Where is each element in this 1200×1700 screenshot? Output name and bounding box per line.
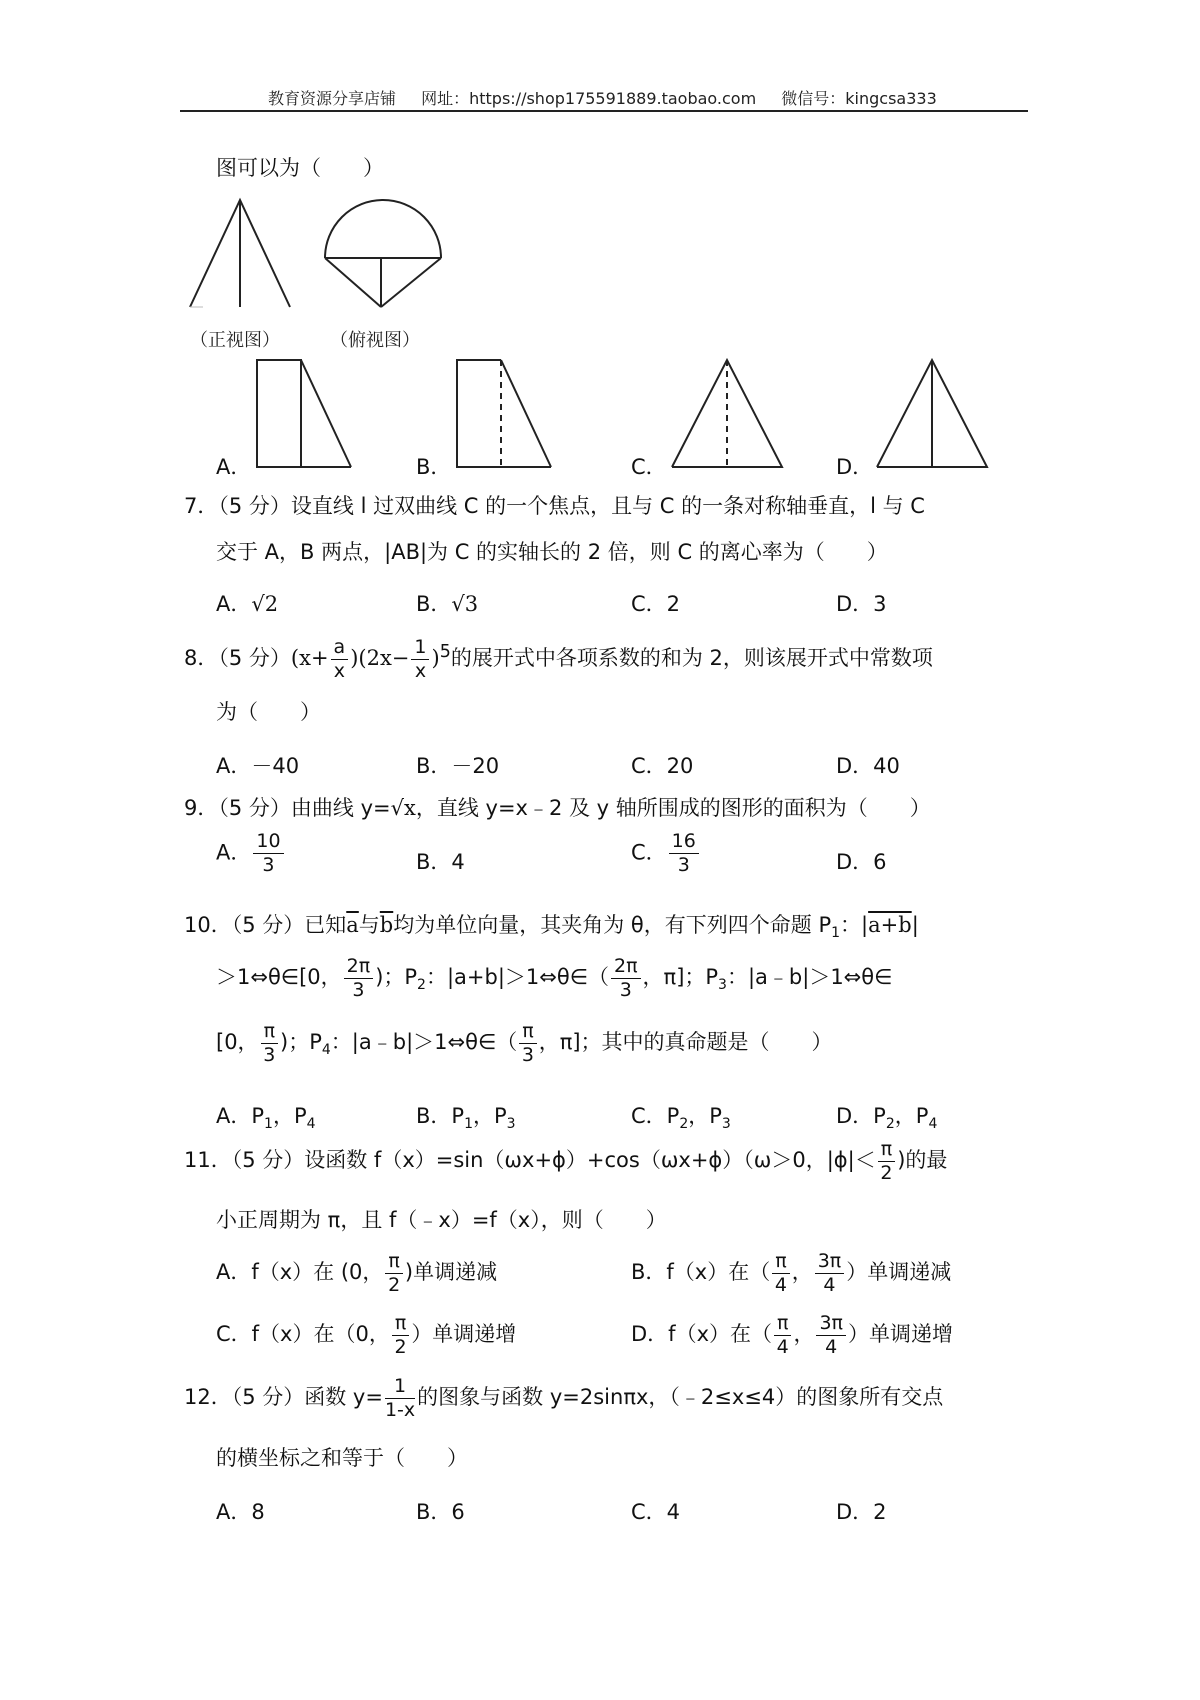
q6-stem: 图可以为（ ） (216, 156, 384, 180)
q8-frac2: $\frac{1}{x}$ (411, 638, 429, 681)
q11-line1: 11．（5 分）设函数 f（x）=sin（ωx+ϕ）+cos（ωx+ϕ）（ω＞0，|ϕ|＜ $\frac{\pi}{2}$ )的最 (184, 1137, 948, 1184)
q8-option-b: B．－20 (416, 754, 500, 778)
q12-frac: $\frac{1}{1-x}$ (384, 1374, 416, 1421)
q7-option-b-label: B． (416, 592, 452, 616)
q11-option-c: C．f（x）在（0， $\frac{\pi}{2}$ ）单调递增 (216, 1311, 517, 1358)
q9-option-a: A． $\frac{10}{3}$ (216, 832, 286, 875)
header-wechat: 微信号：kingcsa333 (781, 89, 937, 108)
q8-option-d: D．40 (836, 754, 900, 778)
q9-suffix: ，直线 y=x﹣2 及 y 轴所围成的图形的面积为（ ） (415, 796, 931, 820)
q11-line2: 小正周期为 π，且 f（﹣x）=f（x），则（ ） (216, 1208, 667, 1232)
header-url: 网址：https://shop175591889.taobao.com (421, 89, 757, 108)
q11-option-b: B．f（x）在（ $\frac{\pi}{4}$ ， $\frac{3\pi}{4}$ ）单调递减 (631, 1249, 952, 1296)
q8-suffix: 的展开式中各项系数的和为 2，则该展开式中常数项 (450, 646, 933, 670)
q10-option-b: B．$P_1$，$P_3$ (416, 1104, 516, 1133)
q7-option-a-value: √2 (251, 592, 279, 616)
q6-option-b-figure (455, 358, 555, 470)
q6-option-d-label: D． (836, 455, 874, 479)
q8-option-a: A．－40 (216, 754, 300, 778)
q7-option-b (416, 588, 478, 618)
q12-line1: 12．（5 分）函数 y= $\frac{1}{1-x}$ 的图象与函数 y=2sinπx，（﹣2≤x≤4）的图象所有交点 (184, 1374, 944, 1421)
q8-expr-a: (x+ (290, 646, 329, 670)
q10-line3: [0， $\frac{\pi}{3}$ )；$P_4$：|a﹣b|＞1⇔θ∈（ $\frac{\pi}{3}$ ，π]；其中的真命题是（ ） (216, 1019, 833, 1066)
q6-front-view-figure (185, 195, 285, 315)
q6-option-d-figure (875, 358, 995, 470)
q9-option-c: C． $\frac{16}{3}$ (631, 832, 701, 875)
q8-expr-b: )(2x− (350, 646, 410, 670)
q9-option-b: B．4 (416, 850, 465, 874)
page-header (268, 86, 957, 109)
q7-line1: 7．（5 分）设直线 l 过双曲线 C 的一个焦点，且与 C 的一条对称轴垂直，l 与 C (184, 494, 925, 518)
header-rule (180, 110, 1028, 112)
q6-option-c-label: C． (631, 455, 667, 479)
q7-option-c: C．2 (631, 592, 681, 616)
q10-option-a: A．$P_1$，$P_4$ (216, 1104, 316, 1133)
q12-option-b: B．6 (416, 1500, 465, 1524)
q7-option-a (216, 588, 278, 618)
q8-expr-c: ) (431, 646, 440, 670)
q11-frac: $\frac{\pi}{2}$ (878, 1140, 895, 1183)
q10-frac3: $\frac{\pi}{3}$ (261, 1022, 278, 1065)
q10-option-c: C．$P_2$，$P_3$ (631, 1104, 731, 1133)
q6-option-b-label: B． (416, 455, 452, 479)
q10-line1: 10．（5 分）已知$\overline{a}$与$\overline{b}$均为单位向量，其夹角为 θ，有下列四个命题 $P_1$：|a+b| (184, 913, 919, 942)
q6-top-view-label: （俯视图） (330, 330, 420, 351)
q12-option-a: A．8 (216, 1500, 265, 1524)
q6-option-a-label: A． (216, 455, 252, 479)
q7-option-d: D．3 (836, 592, 887, 616)
q11-option-a: A．f（x）在 (0， $\frac{\pi}{2}$ )单调递减 (216, 1249, 498, 1296)
q12-line2: 的横坐标之和等于（ ） (216, 1446, 468, 1470)
q8-exponent: 5 (439, 642, 451, 662)
q6-top-view-figure (320, 195, 450, 315)
q6-front-view-label: （正视图） (190, 330, 280, 351)
q9-sqrt: √x (390, 796, 416, 820)
q10-option-d: D．$P_2$，$P_4$ (836, 1104, 938, 1133)
q9-line1 (184, 798, 931, 819)
q8-line1 (184, 630, 933, 681)
q10-vector-b: $\overline{b}$ (379, 913, 394, 937)
q8-option-c: C．20 (631, 754, 694, 778)
q11-option-d: D．f（x）在（ $\frac{\pi}{4}$ ， $\frac{3\pi}{4}$ ）单调递增 (631, 1311, 953, 1358)
header-shop: 教育资源分享店铺 (268, 89, 397, 108)
q6-option-a-figure (255, 358, 355, 470)
q10-line2: ＞1⇔θ∈[0， $\frac{2\pi}{3}$ )；$P_2$：|a+b|＞1⇔θ∈（ $\frac{2\pi}{3}$ ，π]；$P_3$：|a﹣b|＞1⇔θ∈ (216, 954, 893, 1001)
q7-option-b-value: √3 (451, 592, 479, 616)
q10-vector-a: $\overline{a}$ (346, 913, 359, 937)
q12-option-c: C．4 (631, 1500, 681, 1524)
q6-option-c-figure (670, 358, 790, 470)
q9-option-a-frac: $\frac{10}{3}$ (253, 832, 283, 875)
q9-option-c-frac: $\frac{16}{3}$ (669, 832, 699, 875)
q9-option-d: D．6 (836, 850, 887, 874)
q8-line2: 为（ ） (216, 700, 321, 724)
q8-frac1: $\frac{a}{x}$ (331, 638, 349, 681)
q8-prefix: 8．（5 分） (184, 646, 291, 670)
q9-prefix: 9．（5 分）由曲线 y= (184, 796, 391, 820)
q10-frac2: $\frac{2\pi}{3}$ (611, 957, 641, 1000)
q10-frac4: $\frac{\pi}{3}$ (519, 1022, 536, 1065)
q7-line2: 交于 A，B 两点，|AB|为 C 的实轴长的 2 倍，则 C 的离心率为（ ） (216, 540, 888, 564)
q7-option-a-label: A． (216, 592, 252, 616)
q10-frac1: $\frac{2\pi}{3}$ (344, 957, 374, 1000)
q12-option-d: D．2 (836, 1500, 887, 1524)
